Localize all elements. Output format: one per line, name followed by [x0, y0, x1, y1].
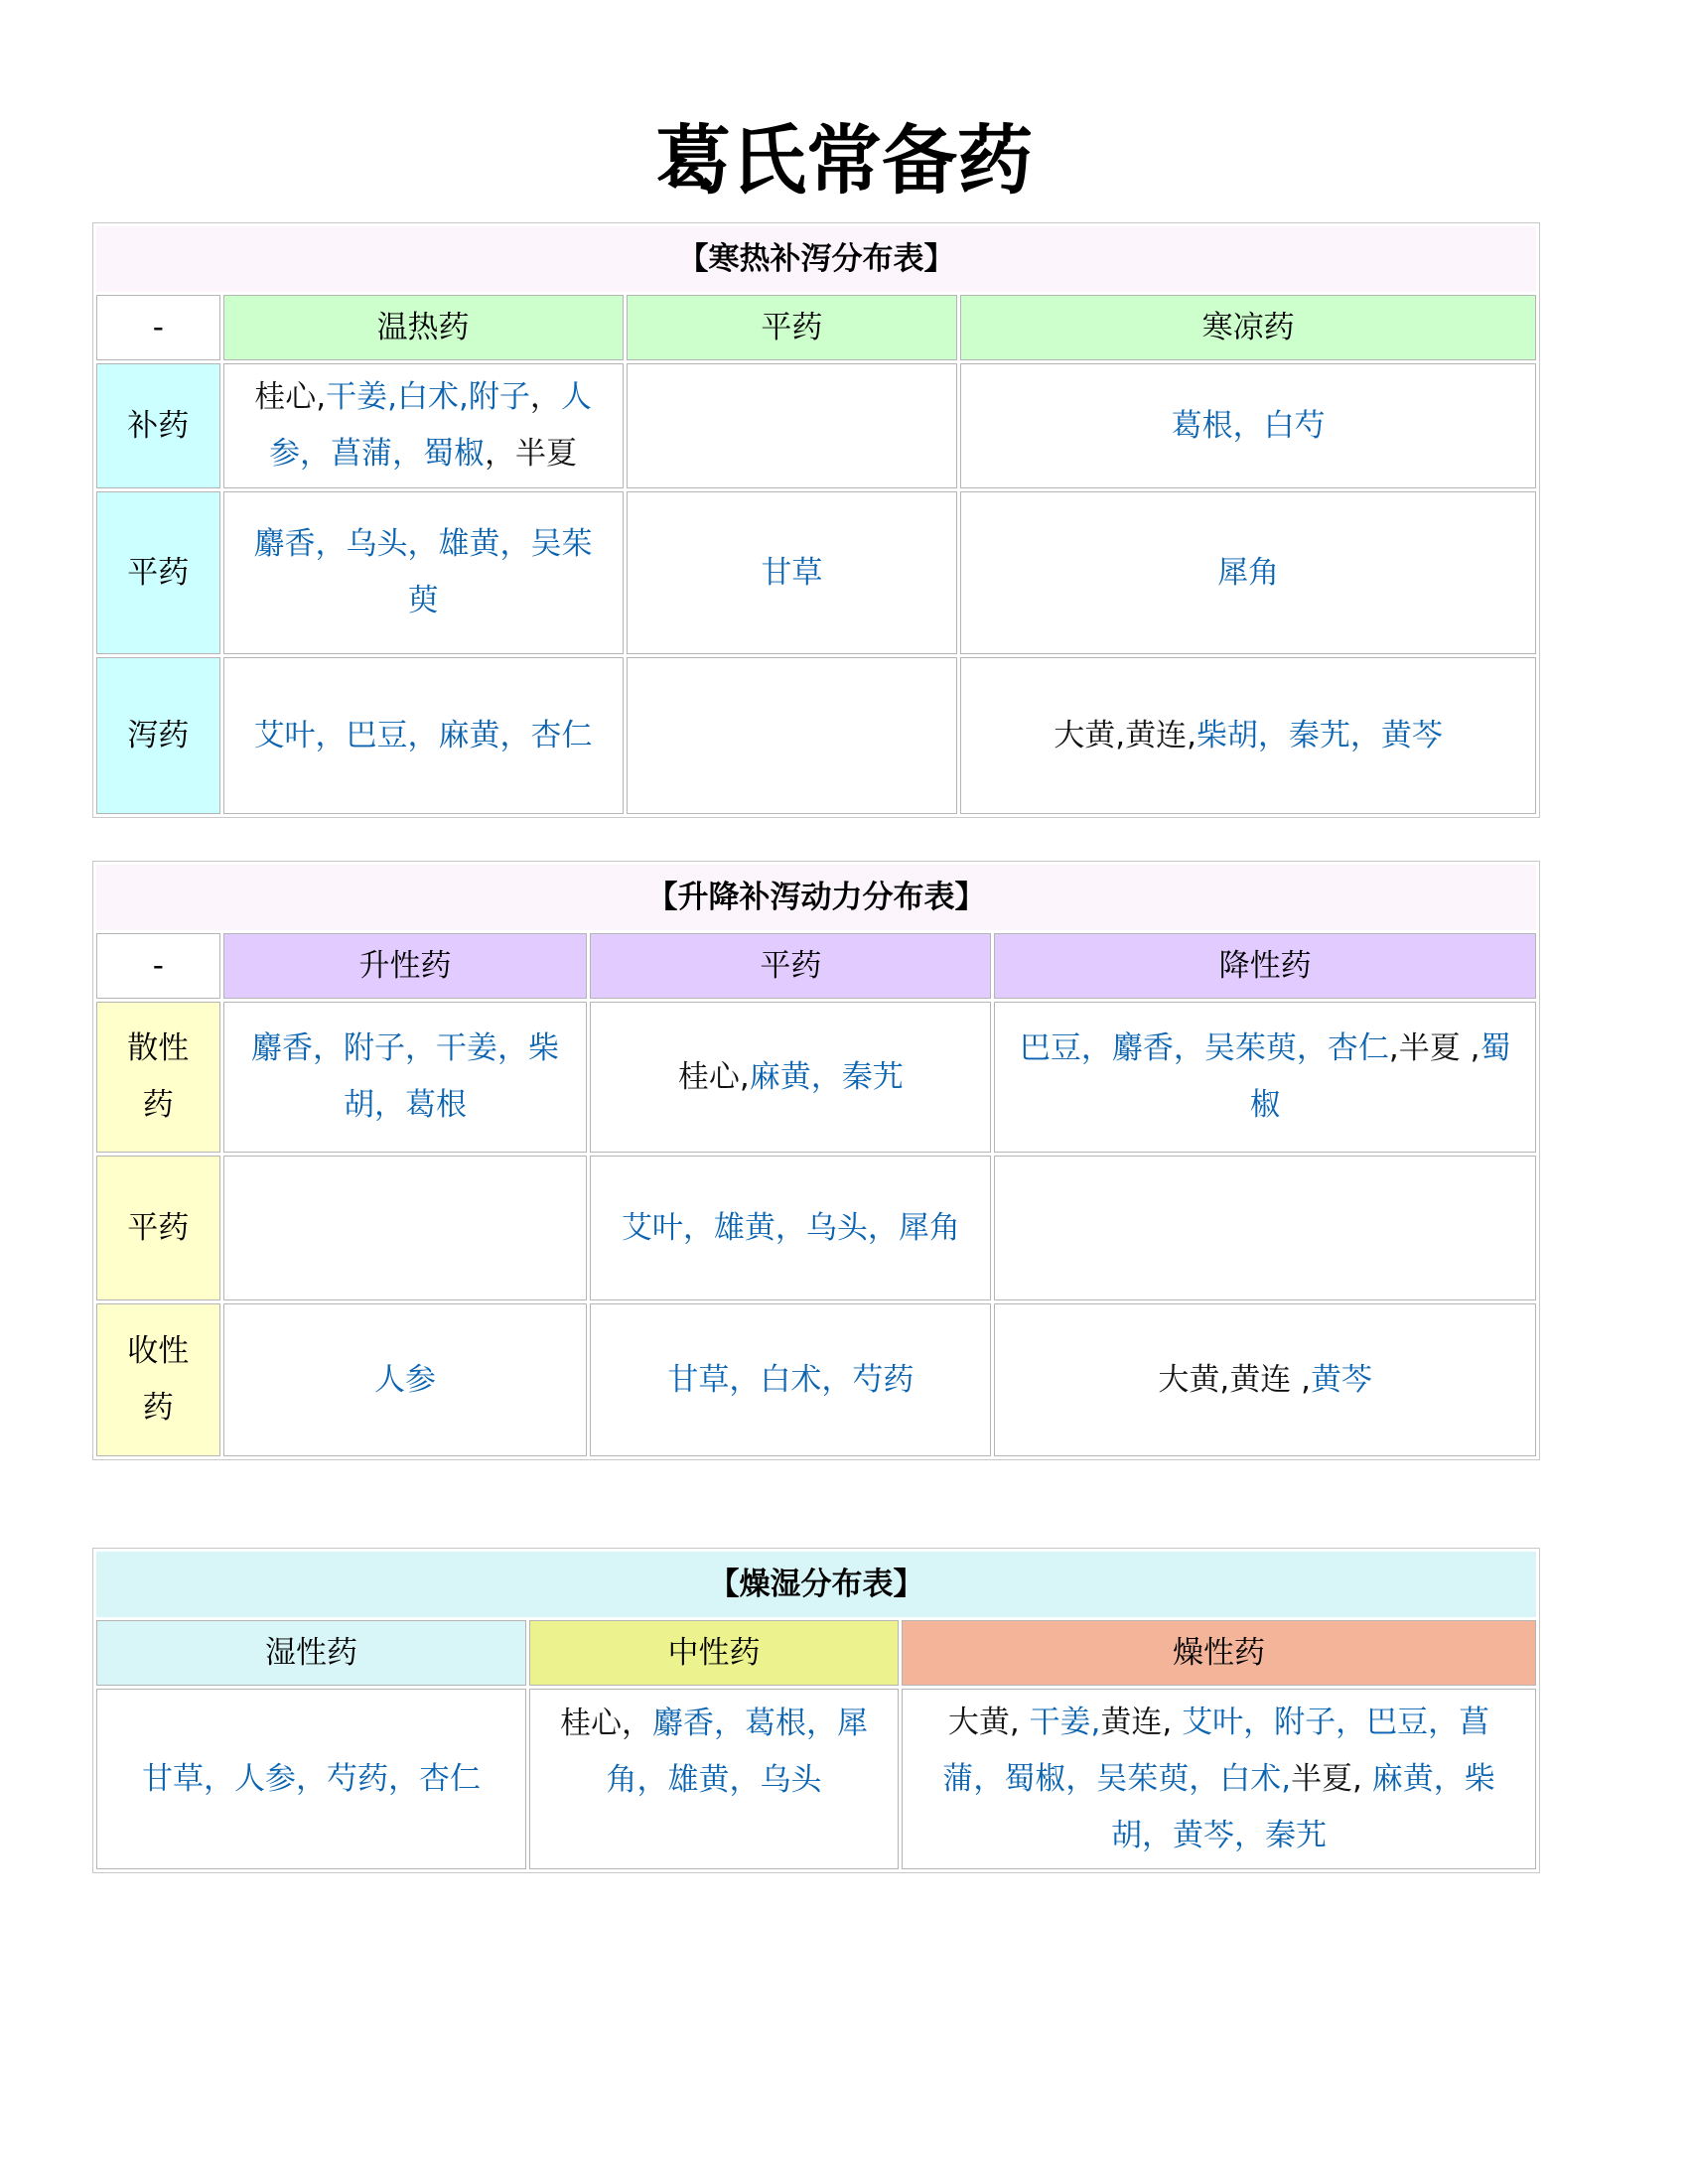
herb-list-text: 甘草，白术，芍药	[667, 1361, 914, 1398]
plain-herb-text: 大黄,黄连,	[1054, 717, 1196, 753]
herb-list-text: 艾叶，巴豆，麻黄，杏仁	[253, 717, 593, 753]
herb-cell	[590, 1303, 991, 1456]
row-header: 泻药	[96, 657, 220, 814]
herb-cell	[994, 1156, 1536, 1300]
page-title: 葛氏常备药	[655, 116, 1033, 205]
herb-cell	[627, 657, 958, 814]
herb-list-text: 麝香，附子，干姜，柴胡，葛根	[250, 1030, 559, 1123]
ascend-descend-table	[92, 861, 1540, 1460]
herb-list-text: 甘草	[761, 554, 823, 591]
herb-cell	[590, 1156, 991, 1300]
herb-cell	[902, 1689, 1536, 1869]
herb-list-text: 麝香，乌头，雄黄，吴茱萸	[253, 526, 593, 618]
corner-cell: -	[96, 295, 220, 360]
herb-list-text: 巴豆，麝香，吴茱萸，杏仁	[1019, 1030, 1389, 1066]
herb-list-text: 麝香，葛根，犀角，雄黄，乌头	[606, 1706, 868, 1798]
plain-herb-text: 半夏,	[1291, 1760, 1372, 1797]
plain-herb-text: 黄连,	[1100, 1704, 1183, 1740]
herb-cell	[223, 657, 624, 814]
herb-cell	[223, 1303, 588, 1456]
column-header: 平药	[590, 933, 991, 999]
herb-list-text: 葛根，白芍	[1171, 407, 1326, 444]
herb-list-text: 干姜,	[1029, 1704, 1101, 1740]
plain-herb-text: ，	[529, 379, 561, 415]
column-header: 降性药	[994, 933, 1536, 999]
herb-cell	[223, 1002, 588, 1153]
herb-cell	[960, 363, 1536, 488]
herb-cell	[96, 1689, 526, 1869]
herb-list-text: 蜀椒	[1249, 1030, 1511, 1123]
herb-cell	[529, 1689, 899, 1869]
herb-list-text: 麻黄，秦艽	[749, 1058, 904, 1095]
herb-list-text: 甘草，人参，芍药，杏仁	[142, 1760, 481, 1797]
row-header: 散性药	[96, 1002, 220, 1153]
plain-herb-text: 大黄,黄连 ,	[1158, 1361, 1311, 1398]
herb-list-text: 艾叶，雄黄，乌头，犀角	[621, 1209, 960, 1246]
table-caption: 【寒热补泻分布表】	[96, 226, 1536, 292]
herb-list-text: 干姜,白术,附子	[326, 379, 530, 415]
herb-cell	[994, 1002, 1536, 1153]
herb-list-text: 人参，菖蒲，蜀椒	[269, 379, 592, 472]
herb-cell	[223, 491, 624, 654]
herb-list-text: 黄芩	[1310, 1361, 1372, 1398]
herb-list-text: 柴胡，秦艽，黄芩	[1196, 717, 1443, 753]
herb-list-text: 艾叶，附子，巴豆，菖蒲，蜀椒，吴茱萸，白术,	[942, 1704, 1490, 1797]
row-header: 平药	[96, 1156, 220, 1300]
column-header: 中性药	[529, 1620, 899, 1686]
table-caption: 【升降补泻动力分布表】	[96, 865, 1536, 930]
column-header: 寒凉药	[960, 295, 1536, 360]
plain-herb-text: 桂心,	[254, 379, 327, 415]
herb-cell	[590, 1002, 991, 1153]
column-header: 升性药	[223, 933, 588, 999]
herb-cell	[960, 657, 1536, 814]
herb-cell	[960, 491, 1536, 654]
herb-list-text: 麻黄，柴胡，黄芩，秦艽	[1111, 1760, 1495, 1853]
plain-herb-text: ,半夏 ,	[1388, 1030, 1480, 1066]
herb-cell	[627, 363, 958, 488]
herb-list-text: 犀角	[1217, 554, 1280, 591]
plain-herb-text: 桂心,	[677, 1058, 750, 1095]
table-caption: 【燥湿分布表】	[96, 1552, 1536, 1617]
herb-cell	[994, 1303, 1536, 1456]
herb-list-text: 人参	[373, 1361, 436, 1398]
cold-heat-table	[92, 222, 1540, 818]
column-header: 温热药	[223, 295, 624, 360]
row-header: 补药	[96, 363, 220, 488]
plain-herb-text: 桂心，	[560, 1706, 652, 1741]
corner-cell: -	[96, 933, 220, 999]
row-header: 平药	[96, 491, 220, 654]
column-header: 燥性药	[902, 1620, 1536, 1686]
column-header: 湿性药	[96, 1620, 526, 1686]
column-header: 平药	[627, 295, 958, 360]
plain-herb-text: ，半夏	[485, 436, 578, 472]
row-header: 收性药	[96, 1303, 220, 1456]
herb-cell	[627, 491, 958, 654]
herb-cell	[223, 1156, 588, 1300]
plain-herb-text: 大黄,	[947, 1704, 1030, 1740]
dry-wet-table	[92, 1548, 1540, 1873]
herb-cell	[223, 363, 624, 488]
